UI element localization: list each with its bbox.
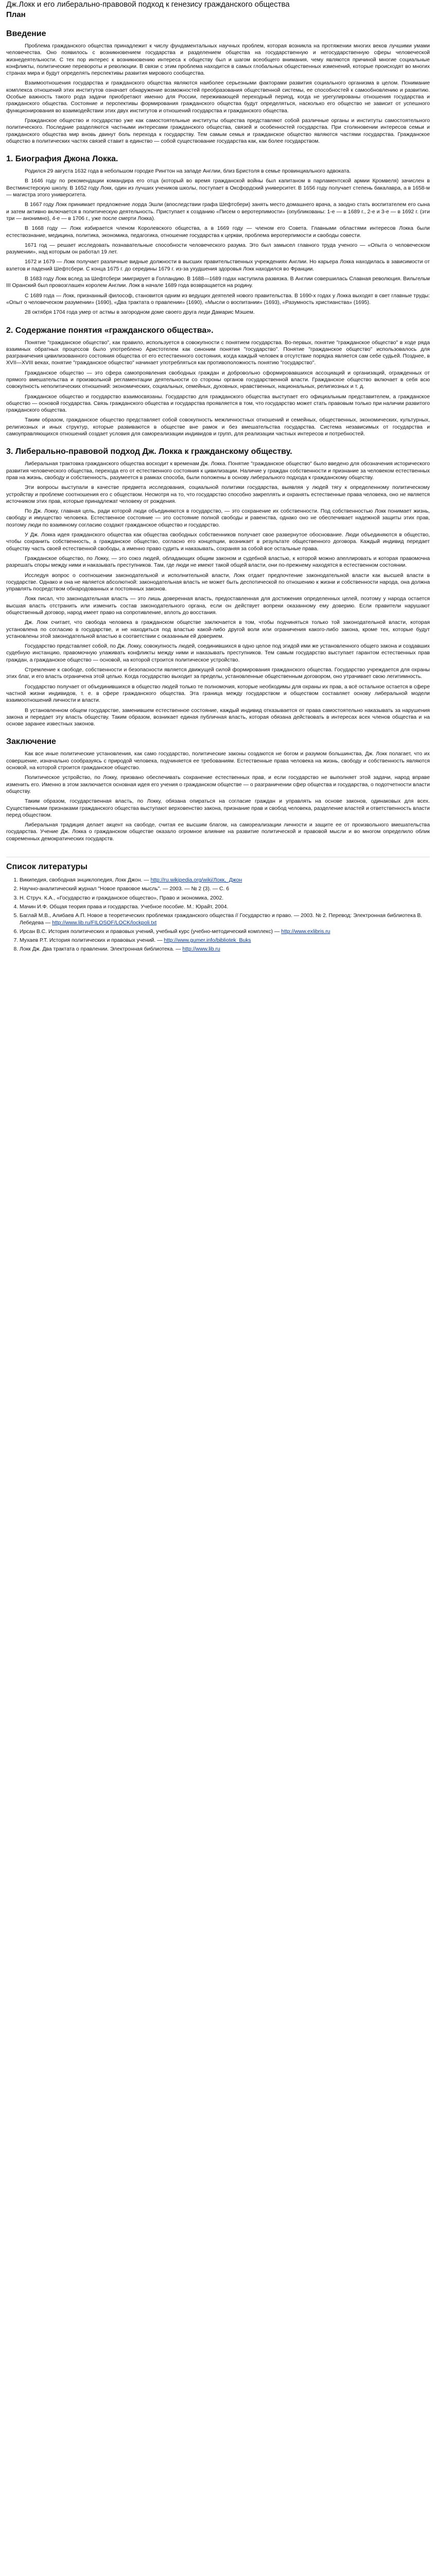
- section-heading: Заключение: [6, 737, 56, 747]
- paragraph: Либеральная традиция делает акцент на свободе, считая ее высшим благом, на самореализации личности и защите ее от произвольного вмешательства государства. Учение Дж. Локка о гражданском обществе оказало огромное влияние на развитие политической и правовой мысли и во многом определило облик современных демократических государств.: [6, 822, 430, 842]
- paragraph: У Дж. Локка идея гражданского общества как общества свободных собственников получает свое развернутое обоснование. Люди объединяются в общество, чтобы сохранить собственность, а гражданское общество, согласно его концепции, возникает в результате общественного договора. Каждый индивид передает обществу часть своей естественной свободы, а именно право судить и наказывать, сохраняя за собой все остальные права.: [6, 532, 430, 552]
- literature-item-text: Википедия, свободная энциклопедия, Локк Джон. —: [20, 877, 151, 884]
- literature-item: [20, 877, 430, 884]
- paragraph: Как все иные политические установления, как само государство, политические законы создаются не богом и разумом большинства, Дж. Локк полагает, что их совершение, изначально сообразуясь с природой человека, подчиняется ее требованиям. Естественные права человека на жизнь, свободу и собственность являются основой, на которой строится гражданское общество.: [6, 751, 430, 771]
- paragraph: Исследуя вопрос о соотношении законодательной и исполнительной власти, Локк отдает предпочтение законодательной власти как высшей власти в государстве. Однако и она не является абсолютной: законодательная власть не может быть деспотической по отношению к жизни и собственности народа, она должна управлять посредством обнародованных и постоянных законов.: [6, 572, 430, 592]
- paragraph: Эти вопросы выступали в качестве предмета исследования, социальной политики государства, выявляя у людей тягу к определенному политическому устройству и проблеме соотношения его с обществом. Несмотря на то, что государство способно закреплять и охранять естественные права человека, оно не является источником этих прав, которые принадлежат человеку от рождения.: [6, 485, 430, 504]
- literature-item-text: Мухаев Р.Т. История политических и правовых учений. —: [20, 938, 164, 944]
- section: [6, 447, 430, 727]
- literature-item-text: Мачин И.Ф. Общая теория права и государства. Учебное пособие. М.: Юрайт, 2004.: [20, 904, 229, 910]
- section-heading: 1. Биография Джона Локка.: [6, 155, 118, 164]
- paragraph: В установленном общем государстве, заменившем естественное состояние, каждый индивид отказывается от права самостоятельно наказывать за нарушения закона и передает эту власть обществу. Таким образом, возникает единая публичная власть, которая обязана действовать в интересах всех членов общества и на основе заранее известных законов.: [6, 707, 430, 727]
- paragraph: Стремление к свободе, собственности и безопасности является движущей силой формирования гражданского общества. Государство учреждается для охраны этих благ, и его власть ограничена этой целью. Когда государство выходит за пределы, установленные общественным договором, оно утрачивает свою легитимность.: [6, 667, 430, 680]
- section-heading: Введение: [6, 29, 46, 38]
- literature-item-link[interactable]: http://ru.wikipedia.org/wiki/Локк,_Джон: [150, 877, 242, 884]
- paragraph: Дж. Локк считает, что свобода человека в гражданском обществе заключается в том, чтобы подчиняться только той законодательной власти, которая установлена по согласию в государстве, и не находиться под властью какой-либо другой воли или ограничения какого-либо закона, кроме тех, которые будут установлены этой законодательной властью в соответствии с оказанным ей доверием.: [6, 620, 430, 639]
- plan-label: План: [6, 10, 26, 19]
- paragraph: В 1683 году Локк вслед за Шефтсбери эмигрирует в Голландию. В 1688—1689 годах наступила развязка. В Англии совершилась Славная революция. Вильгельм III Оранский был провозглашен королем Англии. Локк в начале 1689 года возвращается на родину.: [6, 276, 430, 289]
- literature-item-link[interactable]: http://www.exlibris.ru: [281, 928, 330, 935]
- paragraph: Политическое устройство, по Локку, призвано обеспечивать сохранение естественных прав, и если государство не выполняет этой задачи, народ вправе изменить его. Именно в этом заключается основная идея его учения о гражданском обществе — о разграничении сфер общества и государства, о подотчетности власти обществу.: [6, 775, 430, 794]
- paragraph: Проблема гражданского общества принадлежит к числу фундаментальных научных проблем, которая возникла на протяжении многих веков лучшими умами человечества. Оно появилось с возникновением государства и разделением общества на государственную и негосударственную сферы человеческой жизнедеятельности. С тех пор интерес к возникновению интереса к обществу был и шагом всеобщего внимания, чему являются причиной многие социальные конфликты, политические перевороты и революции. В связи с этим проблема находится в самых глобальных общественных изменений, которые происходят во многих странах мира и будут определять перспективы развития мирового сообщества.: [6, 43, 430, 77]
- paragraph: Гражданское общество и государство уже как самостоятельные институты общества представляют собой различные органы и институты самостоятельного политического. Последние разделяются частными интересами гражданского общества, связей и особенностей государства. При столкновении интересов семьи и гражданского общества мир вновь двинут боль перехода к государству. Тем самым семья и гражданское общество являются частями государства. Гражданское общество в политических частях связей ставит в единство — собой существование государства как, как более государством.: [6, 117, 430, 144]
- paragraph: Взаимоотношения государства и гражданского общества являются наиболее серьезными факторами развития социального организма в целом. Понимание комплекса отношений этих институтов означает обнаружение возможностей преобразования общественной системы, ее способностей к самообновлению и развитию. Особые важность такого рода задачи приобретают именно для России, переживающей переходный период, когда не урегулированы отношения государства и гражданского общества. Состояние и перспективы формирования гражданского общества будут определяться, насколько его общество не зависит от успешного функционирования во взаимодействии этих двух институтов и отношений государства и гражданского общества.: [6, 80, 430, 114]
- paragraph: Государство представляет собой, по Дж. Локку, совокупность людей, соединившихся в одно целое под эгидой ими же установленного общего закона и создавших судебную инстанцию, правомочную улаживать конфликты между ними и наказывать преступников. Тем самым государство выступает гарантом естественных прав граждан, а гражданское общество — основой, на которой строится политическое устройство.: [6, 643, 430, 663]
- paragraph: Таким образом, государственная власть, по Локку, обязана опираться на согласие граждан и управлять на основе законов, одинаковых для всех. Существенными признаками гражданского общества выступают верховенство закона, признание прав и свобод человека, разделение властей и ответственность власти перед обществом.: [6, 799, 430, 818]
- literature-item-link[interactable]: http://www.gumer.info/bibliotek_Buks: [164, 938, 251, 944]
- paragraph: Гражданское общество и государство взаимосвязаны. Государство для гражданского общества выступает его официальным представителем, а гражданское общество — основой государства. Связь гражданского общества и государства проявляется в том, что государство может стать правовым только при наличии развитого гражданского общества.: [6, 394, 430, 414]
- section: [6, 326, 430, 438]
- literature-item: [20, 946, 430, 953]
- paragraph: Гражданское общество — это сфера самопроявления свободных граждан и добровольно сформировавшихся ассоциаций и организаций, огражденных от прямого вмешательства и произвольной регламентации деятельности со стороны органов государственной власти. Гражданское общество включает в себя всю совокупность неполитических отношений: экономических, социальных, семейных, духовных, нравственных, национальных, религиозных и т. д.: [6, 370, 430, 390]
- paragraph: Таким образом, гражданское общество представляет собой совокупность межличностных отношений и семейных, общественных, экономических, культурных, религиозных и иных структур, которые развиваются в обществе вне рамок и без вмешательства государства. Система независимых от государства и самоуправляющихся отношений создает условия для самореализации индивидов и групп, для реализации частных интересов и потребностей.: [6, 417, 430, 437]
- sections: [6, 29, 430, 842]
- paragraph: По Дж. Локку, главная цель, ради которой люди объединяются в государство, — это сохранение их собственности. Под собственностью Локк понимает жизнь, свободу и имущество человека. Естественное состояние — это состояние полной свободы и равенства, однако оно не обеспечивает надежной защиты этих прав, поэтому люди по взаимному согласию создают гражданское общество и государство.: [6, 509, 430, 528]
- literature-heading: Список литературы: [6, 857, 430, 872]
- section-heading: 3. Либерально-правовой подход Дж. Локка к гражданскому обществу.: [6, 447, 292, 456]
- paragraph: Понятие "гражданское общество", как правило, используется в совокупности с понятием государства. Во-первых, понятие "гражданское общество" в ходе ряда взаимных обратных процессов было употреблено Аристотелем как синоним понятия "государство". Понятие "гражданское общество" использовалось для разграничения цивилизованного состояния общества от его естественного состояния, когда каждый человек в отсутствие порядка является сам себе судьей. Позднее, в XVII—XVIII веках, понятие "гражданское общество" начинает употребляться как противоположность понятию "государство".: [6, 340, 430, 366]
- paragraph: С 1689 года — Локк, признанный философ, становится одним из ведущих деятелей нового правительства. В 1690-х годах у Локка выходят в свет главные труды: «Опыт о человеческом разумении» (1690), «Два трактата о правлении» (1690), «Мысли о воспитании» (1693), «Разумность христианства» (1695).: [6, 293, 430, 306]
- section-heading: 2. Содержание понятия «гражданского общества».: [6, 326, 214, 335]
- paragraph: 1671 год — решает исследовать познавательные способности человеческого разума. Это был замысел главного труда ученого — «Опыта о человеческом разумении», над которым он работал 19 лет.: [6, 242, 430, 256]
- literature-item: [20, 937, 430, 944]
- literature-item: [20, 886, 430, 892]
- paragraph: В 1668 году — Локк избирается членом Королевского общества, а в 1669 году — членом его Совета. Главными областями интересов Локка были естествознание, медицина, политика, экономика, педагогика, отношение государства к церкви, проблема веротерпимости и свободы совести.: [6, 226, 430, 239]
- literature-list: [6, 877, 430, 953]
- paragraph: Локк писал, что законодательная власть — это лишь доверенная власть, предоставленная для достижения определенных целей, поэтому у народа остается высшая власть отстранить или изменить состав законодательного органа, если он действует вопреки оказанному ему доверию. Если правители нарушают общественный договор, народ имеет право на сопротивление, вплоть до восстания.: [6, 596, 430, 616]
- literature-item-text: Н. Струч. К.А., «Государство и гражданское общество», Право и экономика, 2002.: [20, 895, 224, 901]
- paragraph: В 1667 году Локк принимает предложение лорда Эшли (впоследствии графа Шефтсбери) занять место домашнего врача, а заодно стать воспитателем его сына и затем активно включается в политическую деятельность. Приступает к созданию «Писем о веротерпимости» (опубликованы: 1-е — в 1689 г., 2-е и 3-е — в 1692 г. (эти три — анонимно), 4-е — в 1706 г., уже после смерти Локка).: [6, 202, 430, 222]
- section: [6, 737, 430, 842]
- literature-item-text: Локк Дж. Два трактата о правлении. Электронная библиотека. —: [20, 946, 183, 953]
- paragraph: В 1646 году по рекомендации командира его отца (который во время гражданской войны был капитаном в парламентской армии Кромвеля) зачислен в Вестминстерскую школу. В 1652 году Локк, один из лучших учеников школы, поступает в Оксфордский университет. В 1656 году получает степень бакалавра, а в 1658-м — магистра этого университета.: [6, 178, 430, 198]
- paragraph: Государство получает от объединившихся в общество людей только те полномочия, которые необходимы для охраны их прав, а всё остальное остается в сфере частной жизни индивидов, т. е. в сфере гражданского общества. Эта граница между государством и обществом составляет основу либеральной модели взаимоотношений личности и власти.: [6, 684, 430, 704]
- section: [6, 29, 430, 145]
- paragraph: Гражданское общество, по Локку, — это союз людей, обладающих общим законом и судебной властью, к которой можно апеллировать и которая правомочна разрешать споры между ними и наказывать преступников. Там, где люди не имеют такой общей власти, они по-прежнему находятся в естественном состоянии.: [6, 555, 430, 569]
- paragraph: 1672 и 1679 — Локк получает различные видные должности в высших правительственных учреждениях Англии. Но карьера Локка находилась в зависимости от взлетов и падений Шефтсбери. С конца 1675 г. до середины 1679 г. из-за ухудшения здоровья Локк находился во Франции.: [6, 259, 430, 272]
- paragraph: Либеральная трактовка гражданского общества восходит к временам Дж. Локка. Понятие "гражданское общество" было введено для обозначения исторического развития человеческого общества, перехода его от естественного состояния к цивилизации. Наличие у граждан собственности и признание за человеком естественных прав на жизнь, свободу и собственность, разумеется в рамках способа, были положены в основу либерального подхода к гражданскому обществу.: [6, 461, 430, 481]
- literature-item: [20, 912, 430, 926]
- literature-item-text: Баглай М.В., Алибаев А.П. Новое в теоретических проблемах гражданского общества // Государство и право. — 2003. № 2. Перевод: Электронная библиотека В. Лебедева —: [20, 913, 423, 926]
- paragraph: 28 октября 1704 года умер от астмы в загородном доме своего друга леди Дамарис Мэшем.: [25, 310, 255, 316]
- literature-item: [20, 904, 430, 910]
- literature-item-text: Ирсан В.С. История политических и правовых учений, учебный курс (учебно-методический комплекс) —: [20, 928, 282, 935]
- literature-item: [20, 928, 430, 935]
- document-title: Дж.Локк и его либерально-правовой подход к генезису гражданского общества: [6, 0, 290, 9]
- literature-item-text: Научно-аналитический журнал "Новое правовое мысль". — 2003. — № 2 (3). — С. 6: [20, 886, 230, 892]
- literature-item-link[interactable]: http://www.lib.ru: [182, 946, 220, 953]
- document: [0, 0, 436, 955]
- paragraph: Родился 29 августа 1632 года в небольшом городке Рингтон на западе Англии, близ Бристоля в семье провинциального адвоката.: [25, 168, 351, 175]
- literature-item: [20, 895, 430, 902]
- section: [6, 154, 430, 316]
- literature-item-link[interactable]: http://www.lib.ru/FILOSOF/LOCK/lockpoli.txt: [52, 920, 157, 926]
